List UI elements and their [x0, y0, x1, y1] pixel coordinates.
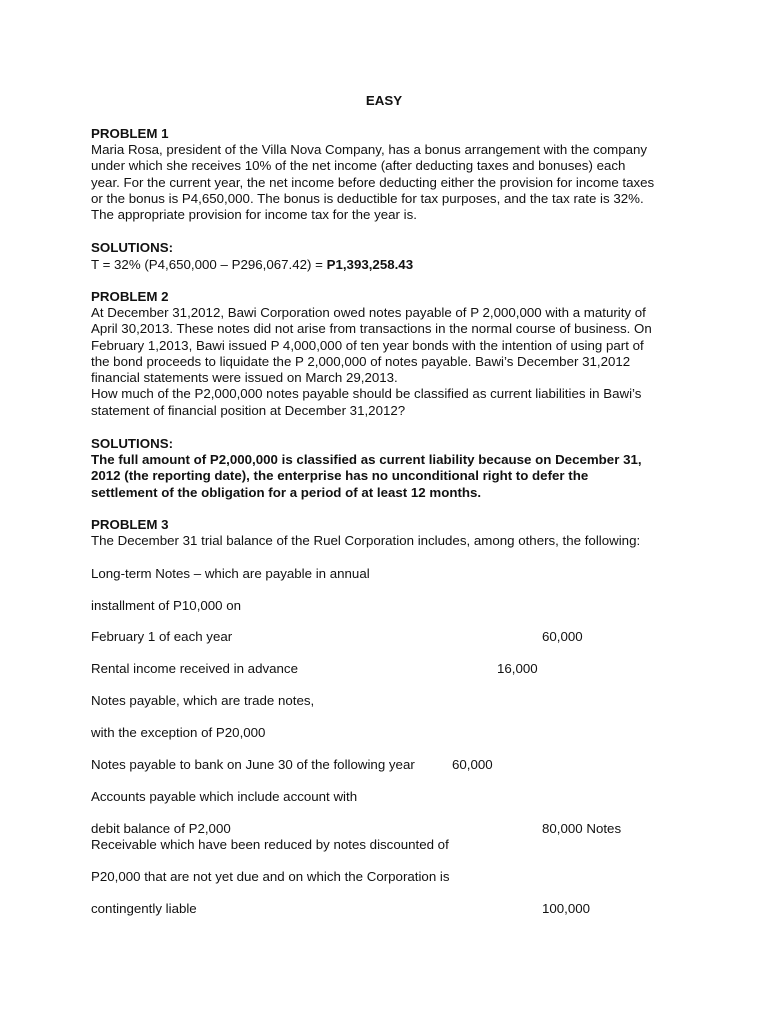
- trial-balance-item-text: P20,000 that are not yet due and on which the Corporation is: [91, 869, 450, 884]
- problem-2-text-line: April 30,2013. These notes did not arise from transactions in the normal course of business. On: [91, 321, 652, 336]
- problem-2-text-line: How much of the P2,000,000 notes payable should be classified as current liabilities in Bawi’s: [91, 386, 642, 401]
- trial-balance-item-amount: 100,000: [542, 901, 591, 916]
- trial-balance-item-text: February 1 of each year: [91, 629, 233, 644]
- problem-1-text-line: Maria Rosa, president of the Villa Nova Company, has a bonus arrangement with the company: [91, 142, 648, 157]
- trial-balance-item-amount: 60,000: [452, 757, 493, 772]
- trial-balance-item-text: contingently liable: [91, 901, 197, 916]
- problem-1-text-line: year. For the current year, the net income before deducting either the provision for income taxes: [91, 175, 655, 190]
- problem-2-text-line: At December 31,2012, Bawi Corporation owed notes payable of P 2,000,000 with a maturity of: [91, 305, 646, 320]
- trial-balance-item-text: debit balance of P2,000: [91, 821, 231, 836]
- problem-2-solutions-heading: SOLUTIONS:: [91, 436, 173, 451]
- doc-title: EASY: [365, 93, 403, 108]
- problem-1-solution-formula: T = 32% (P4,650,000 – P296,067.42) =: [91, 257, 327, 272]
- trial-balance-item-text: Accounts payable which include account with: [91, 789, 358, 804]
- trial-balance-item-text: Long-term Notes – which are payable in annual: [91, 566, 370, 581]
- problem-1-heading: PROBLEM 1: [91, 126, 169, 141]
- problem-1-solution-answer: P1,393,258.43: [326, 257, 414, 272]
- problem-1-text-line: under which she receives 10% of the net income (after deducting taxes and bonuses) each: [91, 158, 626, 173]
- trial-balance-item-text: Notes payable, which are trade notes,: [91, 693, 315, 708]
- problem-2-solution-line: 2012 (the reporting date), the enterprise has no unconditional right to defer the: [91, 468, 589, 483]
- problem-1-text-line: The appropriate provision for income tax for the year is.: [91, 207, 417, 222]
- problem-1-solution: [91, 257, 413, 273]
- trial-balance-item-amount: 60,000: [542, 629, 583, 644]
- trial-balance-item-text: Rental income received in advance: [91, 661, 298, 676]
- problem-3-heading: PROBLEM 3: [91, 517, 169, 532]
- trial-balance-item-amount: 80,000 Notes: [542, 821, 622, 836]
- trial-balance-item-text: Receivable which have been reduced by notes discounted of: [91, 837, 449, 852]
- problem-2-text-line: the bond proceeds to liquidate the P 2,000,000 of notes payable. Bawi’s December 31,2012: [91, 354, 631, 369]
- problem-2-text-line: February 1,2013, Bawi issued P 4,000,000 of ten year bonds with the intention of using part of: [91, 338, 644, 353]
- trial-balance-item-text: with the exception of P20,000: [91, 725, 266, 740]
- problem-3-intro: The December 31 trial balance of the Ruel Corporation includes, among others, the following:: [91, 533, 641, 548]
- problem-2-text-line: statement of financial position at December 31,2012?: [91, 403, 406, 418]
- problem-1-text-line: or the bonus is P4,650,000. The bonus is deductible for tax purposes, and the tax rate is 32%.: [91, 191, 644, 206]
- problem-2-text-line: financial statements were issued on March 29,2013.: [91, 370, 398, 385]
- problem-1-solutions-heading: SOLUTIONS:: [91, 240, 173, 255]
- trial-balance-item-amount: 16,000: [497, 661, 538, 676]
- trial-balance-item-text: installment of P10,000 on: [91, 598, 242, 613]
- trial-balance-item-text: Notes payable to bank on June 30 of the following year: [91, 757, 415, 772]
- problem-2-heading: PROBLEM 2: [91, 289, 169, 304]
- problem-2-solution-line: The full amount of P2,000,000 is classified as current liability because on December 31,: [91, 452, 642, 467]
- problem-2-solution-line: settlement of the obligation for a period of at least 12 months.: [91, 485, 482, 500]
